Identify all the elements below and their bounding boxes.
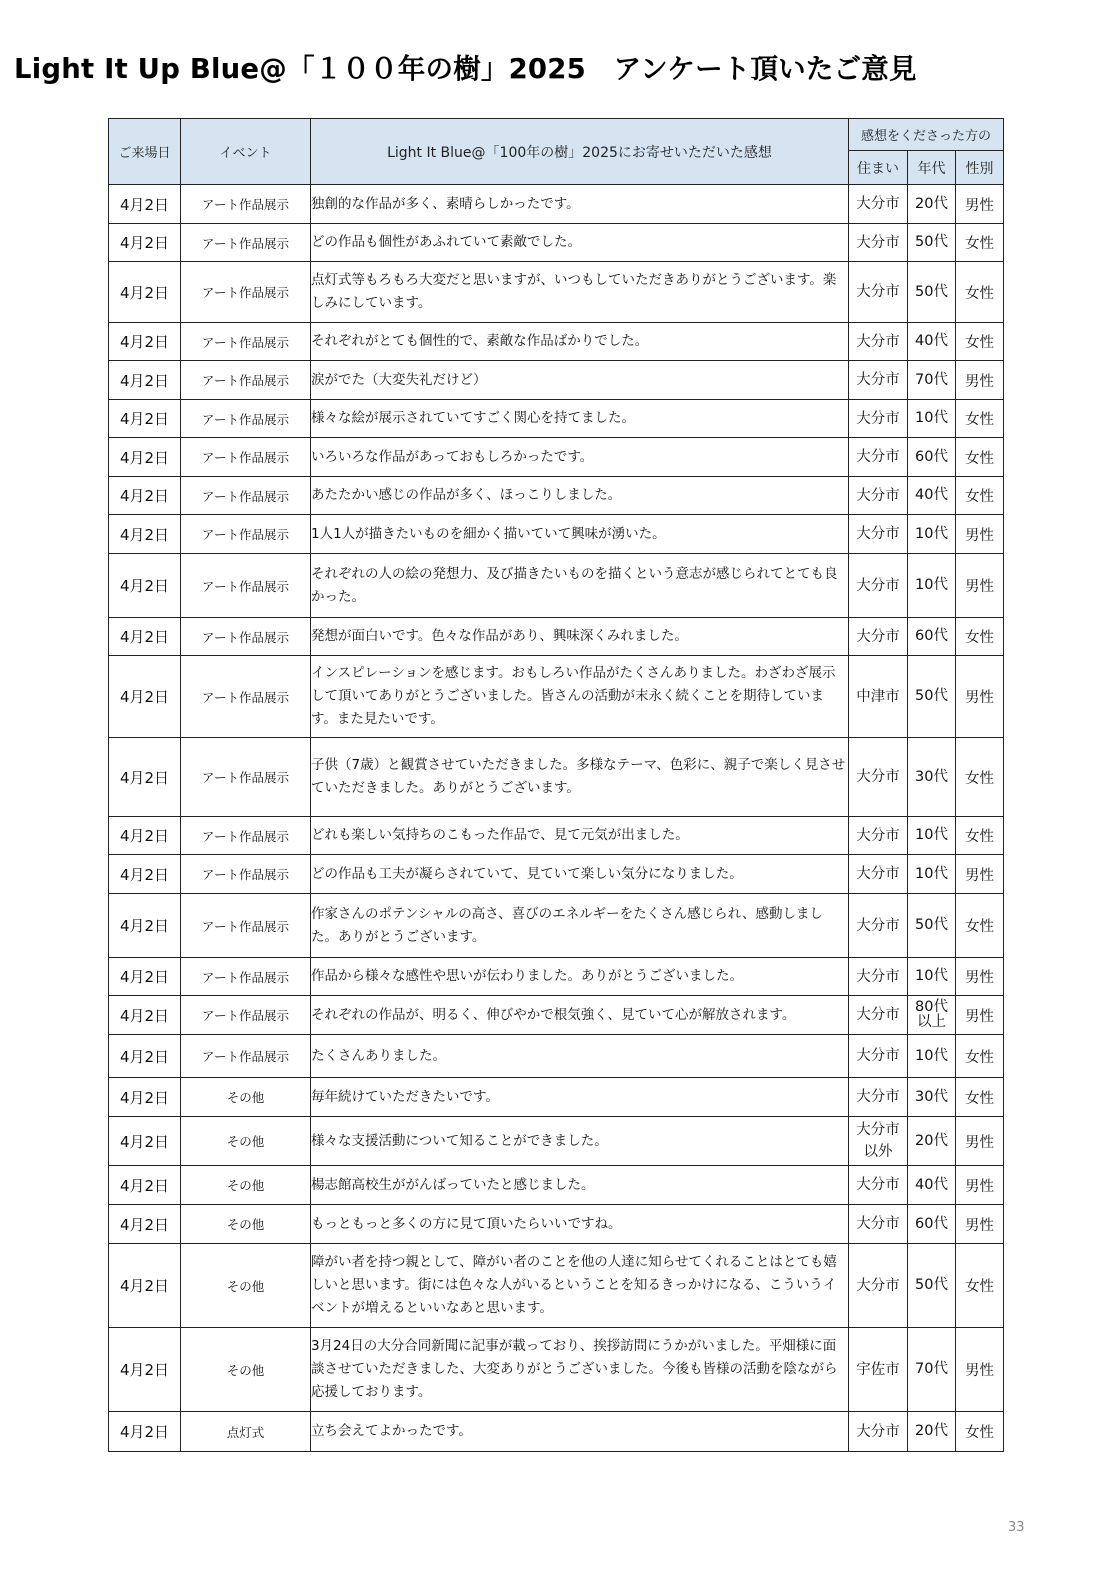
event-cell: アート作品展示	[181, 515, 311, 554]
event-cell: アート作品展示	[181, 738, 311, 817]
age-cell: 50代	[908, 656, 956, 738]
gender-cell: 男性	[956, 1205, 1004, 1244]
event-cell: アート作品展示	[181, 996, 311, 1035]
gender-cell: 男性	[956, 554, 1004, 618]
date-cell: 4月2日	[109, 554, 181, 618]
comment-cell: それぞれの作品が、明るく、伸びやかで根気強く、見ていて心が解放されます。	[311, 996, 849, 1035]
age-cell: 50代	[908, 262, 956, 323]
comment-cell: 発想が面白いです。色々な作品があり、興味深くみれました。	[311, 618, 849, 656]
table-row	[109, 656, 1004, 738]
gender-cell: 男性	[956, 1166, 1004, 1205]
age-cell: 10代	[908, 400, 956, 438]
age-cell: 60代	[908, 438, 956, 477]
residence-cell: 大分市	[849, 1078, 908, 1117]
date-cell: 4月2日	[109, 1328, 181, 1412]
header-date: ご来場日	[109, 119, 181, 185]
table-row	[109, 224, 1004, 262]
comment-cell: インスピレーションを感じます。おもしろい作品がたくさんありました。わざわざ展示して頂いてありがとうございました。皆さんの活動が末永く続くことを期待しています。また見たいです。	[311, 656, 849, 738]
table-row	[109, 738, 1004, 817]
date-cell: 4月2日	[109, 1205, 181, 1244]
gender-cell: 女性	[956, 224, 1004, 262]
date-cell: 4月2日	[109, 1117, 181, 1166]
event-cell: その他	[181, 1328, 311, 1412]
comment-cell: 1人1人が描きたいものを細かく描いていて興味が湧いた。	[311, 515, 849, 554]
gender-cell: 男性	[956, 656, 1004, 738]
residence-cell: 大分市	[849, 515, 908, 554]
event-cell: アート作品展示	[181, 1035, 311, 1078]
gender-cell: 男性	[956, 1117, 1004, 1166]
comment-cell: いろいろな作品があっておもしろかったです。	[311, 438, 849, 477]
residence-cell: 大分市	[849, 817, 908, 855]
date-cell: 4月2日	[109, 515, 181, 554]
age-cell: 40代	[908, 477, 956, 515]
gender-cell: 男性	[956, 515, 1004, 554]
table-row	[109, 1166, 1004, 1205]
event-cell: その他	[181, 1166, 311, 1205]
gender-cell: 男性	[956, 958, 1004, 996]
date-cell: 4月2日	[109, 996, 181, 1035]
table-row	[109, 958, 1004, 996]
event-cell: アート作品展示	[181, 477, 311, 515]
comment-cell: 作家さんのポテンシャルの高さ、喜びのエネルギーをたくさん感じられ、感動しました。ありがとうございます。	[311, 894, 849, 958]
comment-cell: 立ち会えてよかったです。	[311, 1412, 849, 1452]
gender-cell: 男性	[956, 361, 1004, 400]
age-cell: 20代	[908, 1412, 956, 1452]
comment-cell: 3月24日の大分合同新聞に記事が載っており、挨拶訪問にうかがいました。平畑様に面談させていただきました、大変ありがとうございました。今後も皆様の活動を陰ながら応援しております。	[311, 1328, 849, 1412]
gender-cell: 女性	[956, 817, 1004, 855]
table-row	[109, 400, 1004, 438]
table-row	[109, 262, 1004, 323]
date-cell: 4月2日	[109, 855, 181, 894]
table-row	[109, 185, 1004, 224]
header-residence: 住まい	[849, 151, 908, 185]
comment-cell: 様々な絵が展示されていてすごく関心を持てました。	[311, 400, 849, 438]
comment-cell: それぞれがとても個性的で、素敵な作品ばかりでした。	[311, 323, 849, 361]
table-row	[109, 817, 1004, 855]
age-cell: 70代	[908, 361, 956, 400]
residence-cell: 大分市	[849, 224, 908, 262]
table-row	[109, 855, 1004, 894]
table-row	[109, 1117, 1004, 1166]
residence-cell: 大分市	[849, 361, 908, 400]
table-row	[109, 477, 1004, 515]
event-cell: アート作品展示	[181, 438, 311, 477]
date-cell: 4月2日	[109, 738, 181, 817]
gender-cell: 女性	[956, 738, 1004, 817]
gender-cell: 女性	[956, 323, 1004, 361]
date-cell: 4月2日	[109, 438, 181, 477]
date-cell: 4月2日	[109, 477, 181, 515]
residence-cell: 大分市	[849, 185, 908, 224]
gender-cell: 女性	[956, 894, 1004, 958]
age-cell: 40代	[908, 323, 956, 361]
header-event: イベント	[181, 119, 311, 185]
table-row	[109, 996, 1004, 1035]
date-cell: 4月2日	[109, 1244, 181, 1328]
date-cell: 4月2日	[109, 618, 181, 656]
age-cell: 10代	[908, 554, 956, 618]
survey-table-body	[109, 185, 1004, 1452]
event-cell: 点灯式	[181, 1412, 311, 1452]
comment-cell: 独創的な作品が多く、素晴らしかったです。	[311, 185, 849, 224]
table-row	[109, 323, 1004, 361]
residence-cell: 大分市以外	[849, 1117, 908, 1166]
age-cell: 10代	[908, 855, 956, 894]
table-row	[109, 361, 1004, 400]
comment-cell: たくさんありました。	[311, 1035, 849, 1078]
date-cell: 4月2日	[109, 656, 181, 738]
comment-cell: 障がい者を持つ親として、障がい者のことを他の人達に知らせてくれることはとても嬉しいと思います。街には色々な人がいるということを知るきっかけになる、こういうイベントが増えるといいなあと思います。	[311, 1244, 849, 1328]
comment-cell: 様々な支援活動について知ることができました。	[311, 1117, 849, 1166]
date-cell: 4月2日	[109, 361, 181, 400]
comment-cell: どれも楽しい気持ちのこもった作品で、見て元気が出ました。	[311, 817, 849, 855]
event-cell: アート作品展示	[181, 618, 311, 656]
page-number: 33	[1008, 1520, 1025, 1535]
age-cell: 50代	[908, 1244, 956, 1328]
event-cell: アート作品展示	[181, 400, 311, 438]
table-row	[109, 894, 1004, 958]
residence-cell: 大分市	[849, 400, 908, 438]
residence-cell: 大分市	[849, 855, 908, 894]
residence-cell: 大分市	[849, 738, 908, 817]
residence-cell: 大分市	[849, 1166, 908, 1205]
event-cell: アート作品展示	[181, 185, 311, 224]
gender-cell: 女性	[956, 618, 1004, 656]
header-comment: Light It Blue@「100年の樹」2025にお寄せいただいた感想	[311, 119, 849, 185]
gender-cell: 女性	[956, 400, 1004, 438]
gender-cell: 女性	[956, 438, 1004, 477]
comment-cell: それぞれの人の絵の発想力、及び描きたいものを描くという意志が感じられてとても良かった。	[311, 554, 849, 618]
comment-cell: どの作品も個性があふれていて素敵でした。	[311, 224, 849, 262]
residence-cell: 大分市	[849, 1412, 908, 1452]
table-row	[109, 1078, 1004, 1117]
table-row	[109, 1205, 1004, 1244]
age-cell: 60代	[908, 618, 956, 656]
date-cell: 4月2日	[109, 262, 181, 323]
age-cell: 10代	[908, 515, 956, 554]
table-row	[109, 438, 1004, 477]
residence-cell: 宇佐市	[849, 1328, 908, 1412]
page-title: Light It Up Blue@「１００年の樹」2025 アンケート頂いたご意見	[14, 53, 917, 85]
age-cell: 50代	[908, 224, 956, 262]
gender-cell: 女性	[956, 1412, 1004, 1452]
date-cell: 4月2日	[109, 1412, 181, 1452]
comment-cell: 点灯式等もろもろ大変だと思いますが、いつもしていただきありがとうございます。楽しみにしています。	[311, 262, 849, 323]
comment-cell: 楊志館高校生ががんばっていたと感じました。	[311, 1166, 849, 1205]
date-cell: 4月2日	[109, 817, 181, 855]
residence-cell: 大分市	[849, 894, 908, 958]
date-cell: 4月2日	[109, 224, 181, 262]
age-cell: 10代	[908, 817, 956, 855]
comment-cell: 涙がでた（大変失礼だけど）	[311, 361, 849, 400]
date-cell: 4月2日	[109, 1166, 181, 1205]
table-row	[109, 1412, 1004, 1452]
event-cell: アート作品展示	[181, 262, 311, 323]
table-row	[109, 618, 1004, 656]
residence-cell: 大分市	[849, 323, 908, 361]
date-cell: 4月2日	[109, 958, 181, 996]
table-row	[109, 515, 1004, 554]
residence-cell: 大分市	[849, 1205, 908, 1244]
residence-cell: 大分市	[849, 262, 908, 323]
date-cell: 4月2日	[109, 400, 181, 438]
header-respondent-group: 感想をくださった方の	[849, 119, 1004, 151]
age-cell: 20代	[908, 1117, 956, 1166]
age-cell: 30代	[908, 738, 956, 817]
date-cell: 4月2日	[109, 894, 181, 958]
event-cell: アート作品展示	[181, 361, 311, 400]
comment-cell: あたたかい感じの作品が多く、ほっこりしました。	[311, 477, 849, 515]
residence-cell: 大分市	[849, 958, 908, 996]
table-row	[109, 1328, 1004, 1412]
gender-cell: 男性	[956, 1328, 1004, 1412]
age-cell: 80代以上	[908, 996, 956, 1035]
survey-table	[108, 118, 1004, 1452]
comment-cell: もっともっと多くの方に見て頂いたらいいですね。	[311, 1205, 849, 1244]
event-cell: その他	[181, 1078, 311, 1117]
gender-cell: 女性	[956, 1244, 1004, 1328]
table-row	[109, 554, 1004, 618]
date-cell: 4月2日	[109, 185, 181, 224]
event-cell: アート作品展示	[181, 656, 311, 738]
gender-cell: 女性	[956, 477, 1004, 515]
residence-cell: 中津市	[849, 656, 908, 738]
date-cell: 4月2日	[109, 323, 181, 361]
residence-cell: 大分市	[849, 1244, 908, 1328]
event-cell: アート作品展示	[181, 958, 311, 996]
date-cell: 4月2日	[109, 1078, 181, 1117]
residence-cell: 大分市	[849, 618, 908, 656]
residence-cell: 大分市	[849, 438, 908, 477]
comment-cell: 作品から様々な感性や思いが伝わりました。ありがとうございました。	[311, 958, 849, 996]
residence-cell: 大分市	[849, 1035, 908, 1078]
gender-cell: 女性	[956, 262, 1004, 323]
age-cell: 10代	[908, 1035, 956, 1078]
event-cell: アート作品展示	[181, 855, 311, 894]
event-cell: その他	[181, 1244, 311, 1328]
header-gender: 性別	[956, 151, 1004, 185]
event-cell: アート作品展示	[181, 224, 311, 262]
residence-cell: 大分市	[849, 554, 908, 618]
event-cell: アート作品展示	[181, 323, 311, 361]
event-cell: その他	[181, 1205, 311, 1244]
gender-cell: 男性	[956, 855, 1004, 894]
gender-cell: 男性	[956, 185, 1004, 224]
residence-cell: 大分市	[849, 996, 908, 1035]
comment-cell: 子供（7歳）と観賞させていただきました。多様なテーマ、色彩に、親子で楽しく見させていただきました。ありがとうございます。	[311, 738, 849, 817]
event-cell: アート作品展示	[181, 894, 311, 958]
table-row	[109, 1244, 1004, 1328]
age-cell: 10代	[908, 958, 956, 996]
age-cell: 60代	[908, 1205, 956, 1244]
comment-cell: 毎年続けていただきたいです。	[311, 1078, 849, 1117]
age-cell: 30代	[908, 1078, 956, 1117]
age-cell: 20代	[908, 185, 956, 224]
table-row	[109, 1035, 1004, 1078]
age-cell: 70代	[908, 1328, 956, 1412]
header-age: 年代	[908, 151, 956, 185]
comment-cell: どの作品も工夫が凝らされていて、見ていて楽しい気分になりました。	[311, 855, 849, 894]
event-cell: その他	[181, 1117, 311, 1166]
event-cell: アート作品展示	[181, 817, 311, 855]
age-cell: 40代	[908, 1166, 956, 1205]
gender-cell: 男性	[956, 996, 1004, 1035]
event-cell: アート作品展示	[181, 554, 311, 618]
age-cell: 50代	[908, 894, 956, 958]
date-cell: 4月2日	[109, 1035, 181, 1078]
gender-cell: 女性	[956, 1078, 1004, 1117]
residence-cell: 大分市	[849, 477, 908, 515]
gender-cell: 女性	[956, 1035, 1004, 1078]
